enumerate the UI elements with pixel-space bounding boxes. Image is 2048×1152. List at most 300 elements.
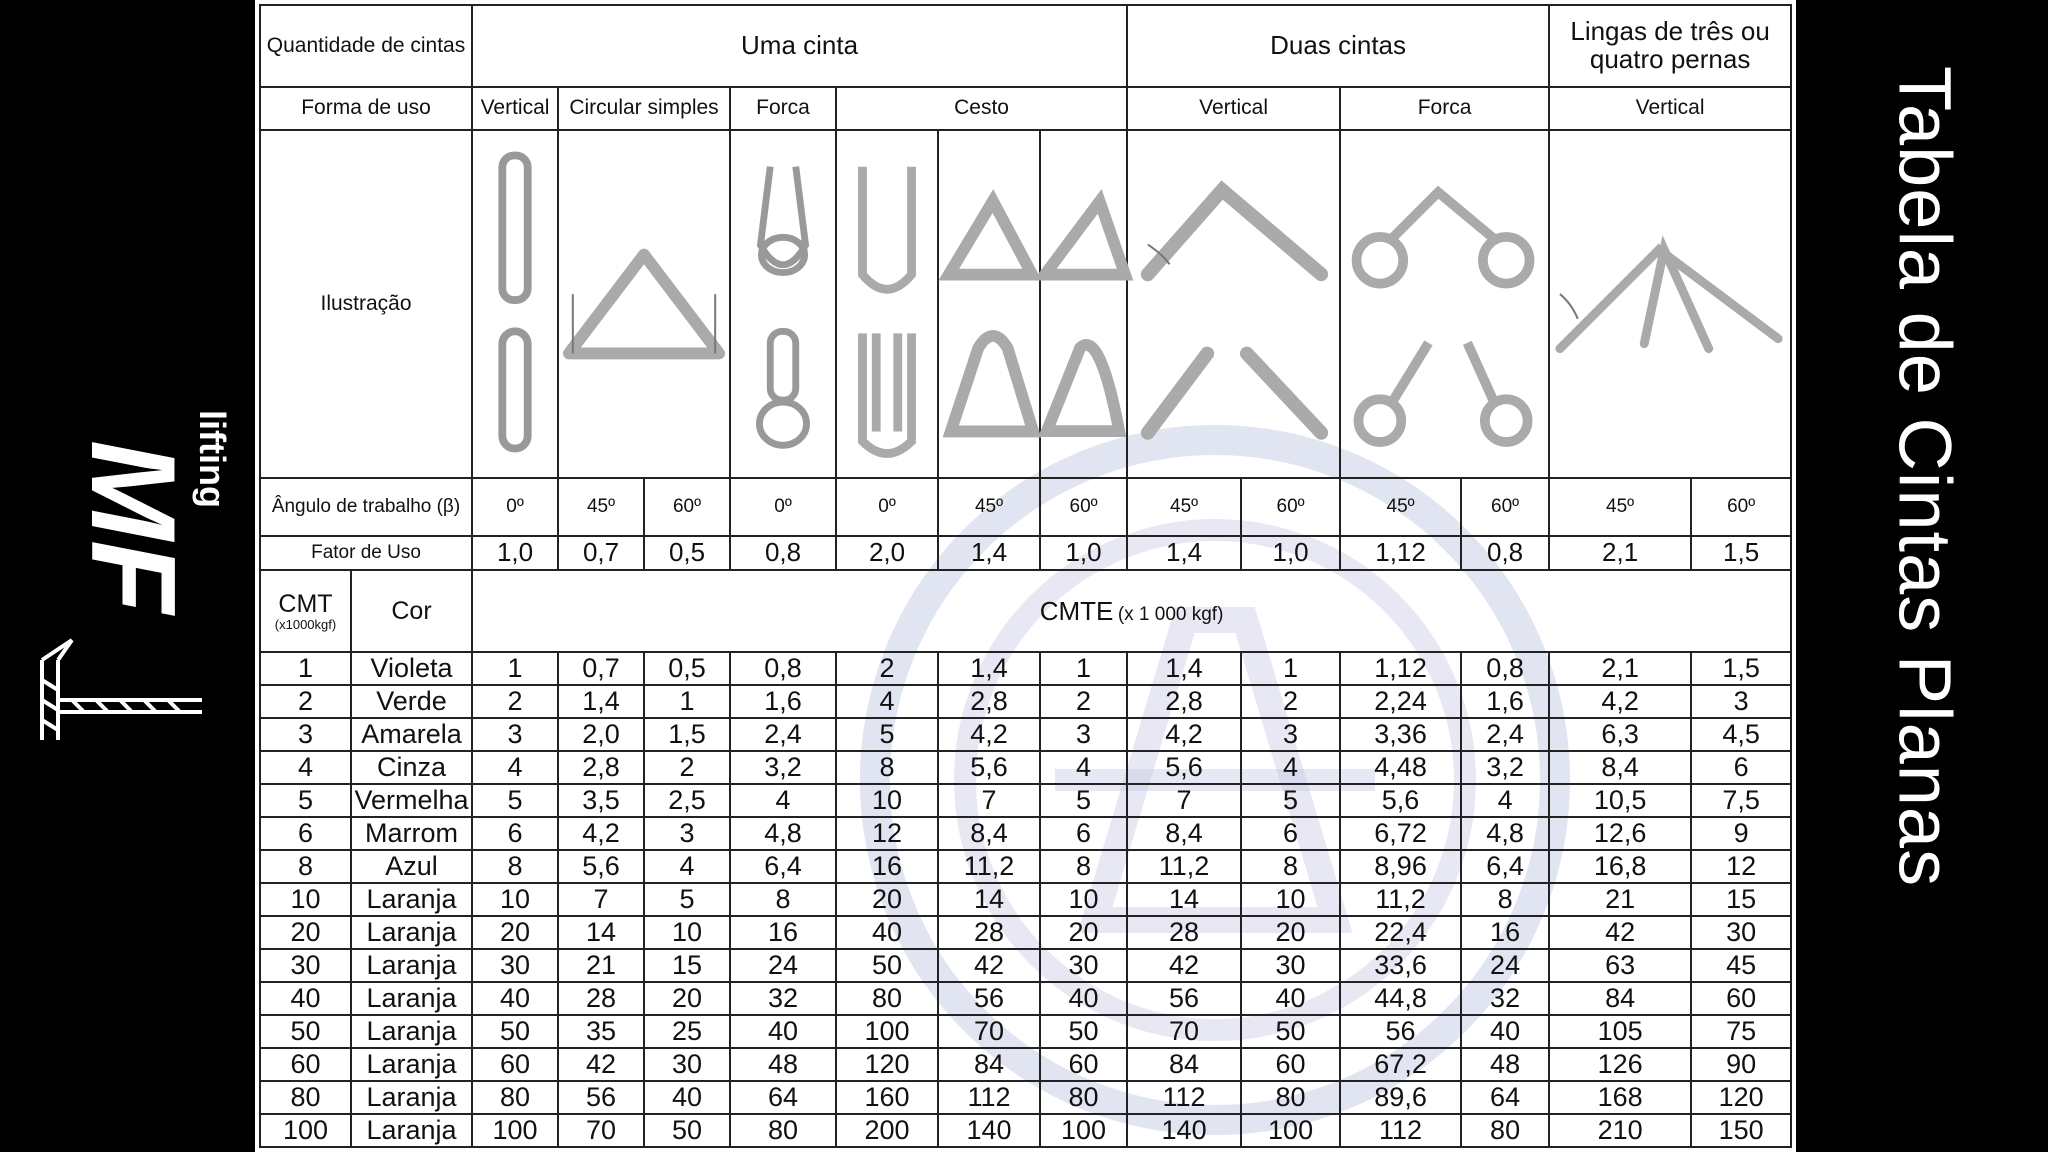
cmte-value: 63 [1549,949,1691,982]
cmte-value: 100 [1040,1114,1127,1147]
cmte-value: 15 [1691,883,1791,916]
angle-cell: 0º [472,478,558,536]
cmte-value: 6 [1241,817,1340,850]
cmte-value: 8 [472,850,558,883]
header-row-usage [260,87,1791,130]
cmte-value: 6,4 [730,850,836,883]
cmte-value: 140 [938,1114,1040,1147]
cmte-value: 2 [472,685,558,718]
cmt-value: 50 [260,1015,351,1048]
usage-circular: Circular simples [558,87,730,130]
table-row [260,817,1791,850]
angle-header: Ângulo de trabalho (β) [260,478,472,536]
choker-sling-illustration [730,130,836,478]
cmte-value: 30 [1691,916,1791,949]
cmte-value: 8 [1241,850,1340,883]
cmte-value: 2,4 [730,718,836,751]
cmte-value: 6 [472,817,558,850]
cmte-value: 56 [1127,982,1241,1015]
cmte-value: 11,2 [938,850,1040,883]
usage-two-choker: Forca [1340,87,1549,130]
angle-cell: 0º [730,478,836,536]
cmte-value: 8,4 [1127,817,1241,850]
cmte-value: 7,5 [1691,784,1791,817]
usage-two-vertical: Vertical [1127,87,1340,130]
cmte-value: 42 [938,949,1040,982]
cmte-value: 0,8 [730,652,836,685]
cmte-value: 40 [472,982,558,1015]
cmt-header-row [260,570,1791,652]
cmte-value: 12,6 [1549,817,1691,850]
cmt-value: 30 [260,949,351,982]
cmte-value: 70 [1127,1015,1241,1048]
angle-cell: 60º [1040,478,1127,536]
cmte-value: 2,8 [938,685,1040,718]
table-row [260,1081,1791,1114]
table-row [260,883,1791,916]
color-name: Laranja [351,916,472,949]
cmt-value: 3 [260,718,351,751]
usage-header: Forma de uso [260,87,472,130]
cmte-value: 1,6 [730,685,836,718]
cmte-label: CMTE [1039,595,1114,626]
sling-table [259,4,1792,1148]
color-name: Laranja [351,1048,472,1081]
usage-vertical: Vertical [472,87,558,130]
factor-cell: 1,4 [938,536,1040,571]
two-slings-header: Duas cintas [1127,5,1549,87]
angle-cell: 45º [558,478,644,536]
factor-cell: 1,4 [1127,536,1241,571]
cmte-value: 28 [558,982,644,1015]
cmte-value: 5 [472,784,558,817]
cmte-value: 30 [1040,949,1127,982]
cmte-value: 28 [1127,916,1241,949]
cmte-value: 7 [1127,784,1241,817]
color-name: Cinza [351,751,472,784]
cmte-value: 25 [644,1015,730,1048]
cmte-value: 84 [1127,1048,1241,1081]
cmte-value: 42 [1549,916,1691,949]
cmte-value: 10 [644,916,730,949]
cmt-value: 2 [260,685,351,718]
cmte-value: 50 [1241,1015,1340,1048]
cmte-value: 3,2 [1461,751,1549,784]
cmte-value: 14 [1127,883,1241,916]
cmte-value: 16 [1461,916,1549,949]
table-row [260,850,1791,883]
factor-cell: 1,0 [1040,536,1127,571]
cmte-value: 50 [644,1114,730,1147]
cmte-value: 6 [1691,751,1791,784]
cmte-value: 3 [472,718,558,751]
cmte-value: 4,2 [558,817,644,850]
cmte-value: 10 [472,883,558,916]
cmt-value: 6 [260,817,351,850]
cmte-value: 5 [1241,784,1340,817]
angle-cell: 60º [1691,478,1791,536]
angle-cell: 45º [938,478,1040,536]
cmte-value: 40 [1241,982,1340,1015]
table-row [260,916,1791,949]
cmte-value: 8,96 [1340,850,1461,883]
cmte-value: 10 [836,784,938,817]
cmte-value: 3,36 [1340,718,1461,751]
cmte-header [472,570,1791,652]
cmte-value: 11,2 [1127,850,1241,883]
basket-60-illustration [1040,130,1127,478]
cmte-value: 15 [644,949,730,982]
cmte-value: 4,5 [1691,718,1791,751]
cmte-value: 3 [1691,685,1791,718]
cmte-value: 4 [644,850,730,883]
cmte-value: 7 [938,784,1040,817]
cmte-value: 80 [472,1081,558,1114]
usage-basket: Cesto [836,87,1127,130]
cmte-value: 160 [836,1081,938,1114]
cmte-value: 64 [730,1081,836,1114]
cmte-value: 12 [836,817,938,850]
cmte-value: 64 [1461,1081,1549,1114]
cmt-value: 10 [260,883,351,916]
cmte-value: 80 [1040,1081,1127,1114]
cmte-value: 8 [1461,883,1549,916]
cmte-value: 2 [644,751,730,784]
color-name: Azul [351,850,472,883]
cmte-value: 10 [1241,883,1340,916]
cmte-value: 50 [472,1015,558,1048]
cmte-value: 8,4 [1549,751,1691,784]
cmte-value: 4,8 [1461,817,1549,850]
quantity-header: Quantidade de cintas [260,5,472,87]
cmte-value: 1,12 [1340,652,1461,685]
cmte-value: 0,5 [644,652,730,685]
cmte-value: 22,4 [1340,916,1461,949]
cmte-value: 5 [836,718,938,751]
cmte-value: 50 [1040,1015,1127,1048]
factor-cell: 1,12 [1340,536,1461,571]
table-row [260,784,1791,817]
cmte-value: 20 [836,883,938,916]
factor-cell: 0,5 [644,536,730,571]
multi-leg-header: Lingas de três ou quatro pernas [1549,5,1791,87]
cmte-value: 44,8 [1340,982,1461,1015]
cmte-value: 8 [1040,850,1127,883]
cmte-value: 11,2 [1340,883,1461,916]
color-name: Verde [351,685,472,718]
cmte-value: 20 [1040,916,1127,949]
cmte-value: 50 [836,949,938,982]
cmte-value: 1 [644,685,730,718]
cmte-value: 24 [730,949,836,982]
cmt-value: 100 [260,1114,351,1147]
cmte-unit: (x 1 000 kgf) [1117,603,1224,625]
cmte-value: 70 [938,1015,1040,1048]
factor-cell: 1,5 [1691,536,1791,571]
cmte-value: 40 [1040,982,1127,1015]
table-row [260,652,1791,685]
cmte-value: 2,4 [1461,718,1549,751]
cmte-value: 3 [1241,718,1340,751]
cmte-value: 2,24 [1340,685,1461,718]
cmte-value: 56 [558,1081,644,1114]
cmte-value: 20 [644,982,730,1015]
cmte-value: 210 [1549,1114,1691,1147]
basket-vertical-illustration [836,130,938,478]
cmte-value: 140 [1127,1114,1241,1147]
cmt-value: 4 [260,751,351,784]
cmt-value: 80 [260,1081,351,1114]
illustration-row [260,130,1791,478]
cmte-value: 4,2 [1549,685,1691,718]
factor-header: Fator de Uso [260,536,472,571]
cmte-value: 112 [938,1081,1040,1114]
cmte-value: 60 [1691,982,1791,1015]
usage-legs-vertical: Vertical [1549,87,1791,130]
cmte-value: 4,8 [730,817,836,850]
cmt-header [260,570,351,652]
cmt-value: 1 [260,652,351,685]
cmte-value: 14 [558,916,644,949]
cmte-value: 5,6 [938,751,1040,784]
cmte-value: 126 [1549,1048,1691,1081]
cmte-value: 100 [472,1114,558,1147]
table-sheet [255,0,1796,1152]
cmte-value: 100 [1241,1114,1340,1147]
cmte-value: 60 [1040,1048,1127,1081]
cmte-value: 32 [730,982,836,1015]
cmte-value: 1,6 [1461,685,1549,718]
cmte-value: 0,7 [558,652,644,685]
vertical-sling-illustration [472,130,558,478]
cmte-value: 16,8 [1549,850,1691,883]
color-name: Laranja [351,1015,472,1048]
cmte-value: 2,0 [558,718,644,751]
cmte-value: 24 [1461,949,1549,982]
angle-cell: 45º [1340,478,1461,536]
cmte-value: 5 [644,883,730,916]
color-name: Laranja [351,883,472,916]
factor-cell: 0,7 [558,536,644,571]
cmte-value: 6,72 [1340,817,1461,850]
cmte-value: 2,1 [1549,652,1691,685]
side-title: Tabela de Cintas Planas [1883,66,1967,888]
cmte-value: 33,6 [1340,949,1461,982]
logo-mark: MF [66,440,200,614]
cmte-value: 40 [1461,1015,1549,1048]
cmte-value: 3,5 [558,784,644,817]
illustration-header: Ilustração [260,130,472,478]
cmte-value: 2,8 [1127,685,1241,718]
cmte-value: 1,4 [938,652,1040,685]
crane-logo-icon [42,640,202,740]
cmte-value: 16 [836,850,938,883]
color-name: Laranja [351,1081,472,1114]
cmte-value: 60 [1241,1048,1340,1081]
cmte-value: 112 [1127,1081,1241,1114]
cmte-value: 35 [558,1015,644,1048]
cmte-value: 5,6 [558,850,644,883]
cmte-value: 2 [836,652,938,685]
color-name: Violeta [351,652,472,685]
cmte-value: 1,5 [644,718,730,751]
cmte-value: 75 [1691,1015,1791,1048]
angle-cell: 60º [644,478,730,536]
color-name: Vermelha [351,784,472,817]
angle-cell: 60º [1461,478,1549,536]
cmte-value: 56 [1340,1015,1461,1048]
cmte-value: 1 [1241,652,1340,685]
cmt-value: 40 [260,982,351,1015]
cmte-value: 12 [1691,850,1791,883]
cmte-value: 40 [730,1015,836,1048]
cmte-value: 5 [1040,784,1127,817]
cmte-value: 40 [836,916,938,949]
cmte-value: 1 [1040,652,1127,685]
color-name: Laranja [351,1114,472,1147]
cmte-value: 42 [1127,949,1241,982]
cmte-value: 3 [1040,718,1127,751]
cmte-value: 60 [472,1048,558,1081]
cmte-value: 56 [938,982,1040,1015]
color-name: Amarela [351,718,472,751]
two-vertical-illustration [1127,130,1340,478]
cmte-value: 80 [1461,1114,1549,1147]
cmte-value: 5,6 [1340,784,1461,817]
cmte-value: 80 [836,982,938,1015]
cmte-value: 120 [1691,1081,1791,1114]
cmte-value: 67,2 [1340,1048,1461,1081]
cmte-value: 4,48 [1340,751,1461,784]
cmte-value: 5,6 [1127,751,1241,784]
angle-cell: 45º [1549,478,1691,536]
cmte-value: 105 [1549,1015,1691,1048]
cmte-value: 20 [1241,916,1340,949]
cmte-value: 20 [472,916,558,949]
cmte-value: 1,4 [1127,652,1241,685]
cmte-value: 14 [938,883,1040,916]
cmt-value: 8 [260,850,351,883]
table-row [260,751,1791,784]
cmte-value: 21 [558,949,644,982]
cmte-value: 1,4 [558,685,644,718]
cmte-value: 7 [558,883,644,916]
cmte-value: 3,2 [730,751,836,784]
cmte-value: 100 [836,1015,938,1048]
table-row [260,1114,1791,1147]
cmte-value: 2 [1241,685,1340,718]
cmte-value: 112 [1340,1114,1461,1147]
two-choker-illustration [1340,130,1549,478]
cmt-value: 5 [260,784,351,817]
color-name: Laranja [351,982,472,1015]
color-header: Cor [351,570,472,652]
multi-leg-illustration [1549,130,1791,478]
cmte-value: 21 [1549,883,1691,916]
cmte-value: 6 [1040,817,1127,850]
cmte-value: 150 [1691,1114,1791,1147]
table-row [260,685,1791,718]
cmte-value: 120 [836,1048,938,1081]
cmte-value: 1 [472,652,558,685]
cmte-value: 0,8 [1461,652,1549,685]
cmt-unit: (x1000kgf) [274,616,337,632]
cmte-value: 10,5 [1549,784,1691,817]
table-row [260,1048,1791,1081]
cmte-value: 9 [1691,817,1791,850]
cmte-value: 4 [1241,751,1340,784]
cmte-value: 4,2 [1127,718,1241,751]
angle-cell: 45º [1127,478,1241,536]
cmte-value: 80 [1241,1081,1340,1114]
cmte-value: 84 [1549,982,1691,1015]
cmte-value: 89,6 [1340,1081,1461,1114]
cmte-value: 3 [644,817,730,850]
cmte-value: 6,4 [1461,850,1549,883]
factor-cell: 2,0 [836,536,938,571]
cmte-value: 168 [1549,1081,1691,1114]
cmte-value: 4 [836,685,938,718]
cmte-value: 16 [730,916,836,949]
cmte-value: 8 [836,751,938,784]
angle-cell: 0º [836,478,938,536]
cmte-value: 90 [1691,1048,1791,1081]
color-name: Marrom [351,817,472,850]
cmte-value: 28 [938,916,1040,949]
cmte-value: 48 [1461,1048,1549,1081]
cmte-value: 8,4 [938,817,1040,850]
cmt-value: 20 [260,916,351,949]
factor-cell: 0,8 [730,536,836,571]
cmt-label: CMT [278,590,333,619]
color-name: Laranja [351,949,472,982]
cmte-value: 6,3 [1549,718,1691,751]
cmte-value: 84 [938,1048,1040,1081]
cmte-value: 2 [1040,685,1127,718]
cmte-value: 8 [730,883,836,916]
cmte-value: 4 [730,784,836,817]
cmte-value: 4 [1040,751,1127,784]
table-row [260,949,1791,982]
cmte-value: 40 [644,1081,730,1114]
table-row [260,718,1791,751]
angle-row [260,478,1791,536]
factor-cell: 1,0 [472,536,558,571]
basket-45-illustration [938,130,1040,478]
cmte-value: 70 [558,1114,644,1147]
factor-cell: 1,0 [1241,536,1340,571]
cmte-value: 4 [472,751,558,784]
logo-word: lifting [192,410,233,508]
factor-row [260,536,1791,571]
angle-cell: 60º [1241,478,1340,536]
one-sling-header: Uma cinta [472,5,1127,87]
cmte-value: 1,5 [1691,652,1791,685]
factor-cell: 0,8 [1461,536,1549,571]
cmte-value: 45 [1691,949,1791,982]
cmte-value: 80 [730,1114,836,1147]
table-row [260,1015,1791,1048]
table-row [260,982,1791,1015]
cmte-value: 4 [1461,784,1549,817]
cmte-value: 2,8 [558,751,644,784]
circular-sling-illustration [558,130,730,478]
header-row-quantity [260,5,1791,87]
cmte-value: 32 [1461,982,1549,1015]
usage-choker: Forca [730,87,836,130]
cmte-value: 200 [836,1114,938,1147]
cmte-value: 10 [1040,883,1127,916]
